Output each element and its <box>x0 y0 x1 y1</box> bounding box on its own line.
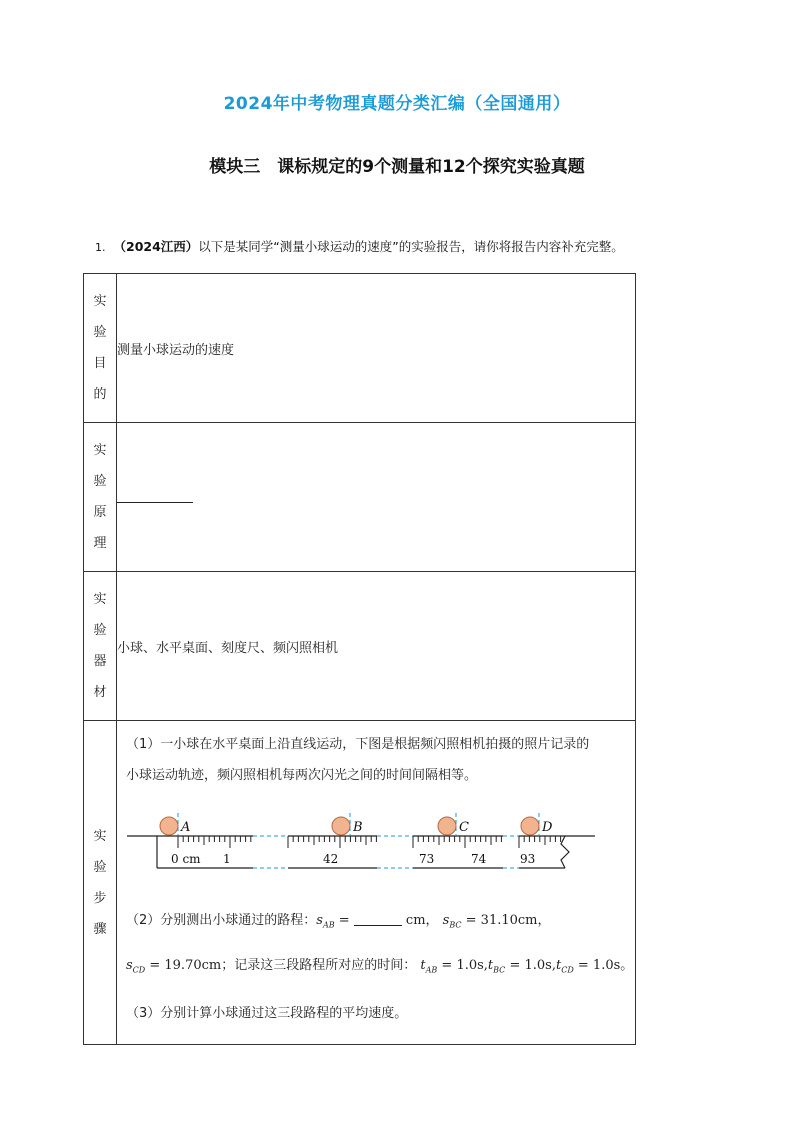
page-subtitle: 模块三 课标规定的9个测量和12个探究实验真题 <box>209 157 585 177</box>
balls <box>160 817 539 835</box>
tick-label-42: 42 <box>323 852 339 866</box>
equipment-row <box>84 572 636 721</box>
principle-row <box>84 423 636 572</box>
s-cd-value: 19.70cm； <box>164 958 235 973</box>
t-cd-value: 1.0s <box>592 958 621 973</box>
s-cd-symbol: $s_{CD}$ = <box>126 958 165 975</box>
principle-content <box>117 423 636 572</box>
s-bc-symbol: $s_{BC}$ = <box>442 913 481 930</box>
question-number: 1. <box>95 241 106 254</box>
question-source: （2024江西） <box>113 239 199 254</box>
tick-label-93: 93 <box>520 852 536 866</box>
t-bc-value: 1.0s, <box>524 958 556 973</box>
tick-label-0cm: 0 cm <box>171 852 201 866</box>
steps-row <box>84 721 636 1045</box>
step1-line1: （1）一小球在水平桌面上沿直线运动，下图是根据频闪照相机拍摄的照片记录的 <box>126 737 590 752</box>
ball-d <box>521 817 539 835</box>
s-ab-symbol: $s_{AB}$ = <box>316 913 354 930</box>
tick-label-73: 73 <box>419 852 435 866</box>
point-label-a: A <box>181 820 191 835</box>
s-bc-value: 31.10cm， <box>480 913 551 928</box>
ruler-diagram <box>125 811 595 881</box>
step2-line1: （2）分别测出小球通过的路程：$s_{AB}$ = cm， $s_{BC} = 31.10cm$， <box>126 913 551 930</box>
purpose-row <box>84 274 636 423</box>
ball-b <box>332 817 350 835</box>
equipment-content: 小球、水平桌面、刻度尺、频闪照相机 <box>117 572 636 721</box>
page-title: 2024年中考物理真题分类汇编（全国通用） <box>223 94 571 114</box>
steps-label: 实 验 步 骤 <box>84 721 117 1045</box>
step3-line: （3）分别计算小球通过这三段路程的平均速度。 <box>126 1006 408 1021</box>
question-text: 以下是某同学“测量小球运动的速度”的实验报告，请你将报告内容补充完整。 <box>198 239 624 254</box>
principle-label: 实 验 原 理 <box>84 423 117 572</box>
equipment-label: 实 验 器 材 <box>84 572 117 721</box>
experiment-report-table <box>83 273 636 1045</box>
principle-answer-blank[interactable] <box>117 488 193 503</box>
record-text: 记录这三段路程所对应的时间： <box>234 958 417 973</box>
s-ab-answer-blank[interactable] <box>354 913 402 926</box>
ball-a <box>160 817 178 835</box>
purpose-content: 测量小球运动的速度 <box>117 274 636 423</box>
tick-label-74: 74 <box>471 852 487 866</box>
steps-content <box>117 721 636 1045</box>
point-label-d: D <box>542 820 553 835</box>
purpose-label: 实 验 目 的 <box>84 274 117 423</box>
t-ab-value: 1.0s, <box>456 958 488 973</box>
question-stem <box>95 237 735 255</box>
tick-label-1: 1 <box>223 852 231 866</box>
point-label-c: C <box>459 820 469 835</box>
step1-line2: 小球运动轨迹，频闪照相机每两次闪光之间的时间间隔相等。 <box>126 768 478 783</box>
step2-line2: $s_{CD} = 19.70cm$；记录这三段路程所对应的时间： $t_{AB} = 1.0s,t_{BC} = 1.0s,t_{CD} = 1.0s$。 <box>126 958 634 975</box>
ball-c <box>438 817 456 835</box>
point-label-b: B <box>353 820 363 835</box>
